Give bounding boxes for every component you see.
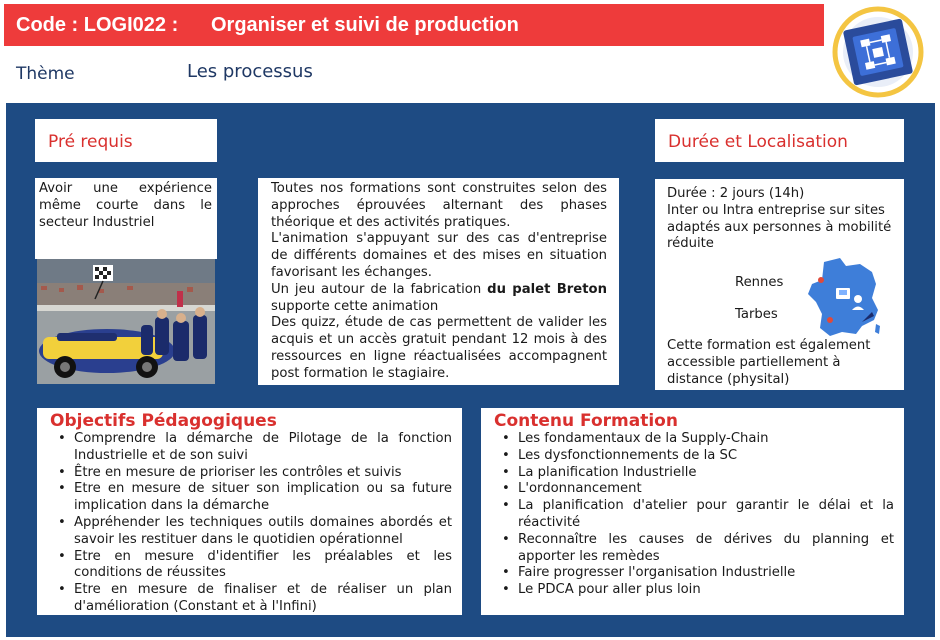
contenu-box (481, 408, 904, 615)
duree-distance: Cette formation est également accessible partiellement à distance (physital) (667, 338, 871, 387)
objectif-item: • Etre en mesure de situer son implication ou sa future implication dans la démarche (50, 481, 452, 515)
theme-value: Les processus (187, 61, 313, 82)
description-p3 (271, 282, 607, 316)
contenu-title: Contenu Formation (494, 411, 678, 431)
objectif-item: • Comprendre la démarche de Pilotage de la fonction Industrielle et de son suivi (50, 431, 452, 465)
theme-label: Thème (16, 64, 75, 84)
contenu-item: • Les fondamentaux de la Supply-Chain (494, 431, 894, 448)
description-p4: Des quizz, étude de cas permettent de valider les acquis et un accès gratuit pendant 12 mois à des ressources en ligne réactualisées accompagnent post formation le stagiaire. (271, 315, 607, 381)
objectifs-list (50, 431, 452, 616)
objectif-item: • Etre en mesure d'identifier les préalables et les conditions de réussites (50, 549, 452, 583)
network-cube-logo (830, 4, 926, 100)
duree-title-box (655, 119, 904, 162)
course-code: Code : LOGI022 : (16, 14, 179, 36)
prerequis-text: Avoir une expérience même courte dans le secteur Industriel (39, 181, 212, 230)
description-p3-before: Un jeu autour de la fabrication (271, 281, 488, 297)
objectifs-box (37, 408, 462, 615)
city-rennes: Rennes (735, 275, 784, 290)
description-p1: Toutes nos formations sont construites selon des approches éprouvées alternant des phases théorique et des activités pratiques. (271, 181, 607, 230)
objectifs-title: Objectifs Pédagogiques (50, 411, 277, 431)
city-tarbes: Tarbes (735, 307, 778, 322)
contenu-item: • Faire progresser l'organisation Industrielle (494, 565, 894, 582)
prerequis-title-box (35, 119, 217, 162)
contenu-item: • Reconnaître les causes de dérives du planning et apporter les remèdes (494, 532, 894, 566)
contenu-item: • L'ordonnancement (494, 481, 894, 498)
objectif-item: • Etre en mesure de finaliser et de réaliser un plan d'amélioration (Constant et à l'Infini) (50, 582, 452, 616)
description-p3-bold: du palet Breton (487, 281, 607, 297)
contenu-item: • Le PDCA pour aller plus loin (494, 582, 894, 599)
header-bar (4, 4, 824, 46)
contenu-item: • La planification d'atelier pour garantir le délai et la réactivité (494, 498, 894, 532)
france-map-icon (806, 254, 884, 340)
objectif-item: • Être en mesure de prioriser les contrôles et suivis (50, 465, 452, 482)
prerequis-title: Pré requis (48, 132, 133, 152)
course-title: Organiser et suivi de production (211, 14, 519, 36)
duree-duration: Durée : 2 jours (14h) (667, 186, 805, 201)
description-p2: L'animation s'appuyant sur des cas d'entreprise de différents domaines et des mises en situation favorisant les échanges. (271, 231, 607, 280)
prerequis-box (35, 178, 217, 259)
duree-title: Durée et Localisation (668, 132, 848, 152)
description-box (258, 178, 619, 385)
objectif-item: • Appréhender les techniques outils domaines abordés et savoir les restituer dans le quotidien opérationnel (50, 515, 452, 549)
contenu-item: • Les dysfonctionnements de la SC (494, 448, 894, 465)
racing-pit-stop-photo (37, 259, 215, 384)
duree-sites: Inter ou Intra entreprise sur sites adaptés aux personnes à mobilité réduite (667, 202, 892, 252)
description-p3-after: supporte cette animation (271, 298, 439, 314)
contenu-item: • La planification Industrielle (494, 465, 894, 482)
contenu-list (494, 431, 894, 599)
